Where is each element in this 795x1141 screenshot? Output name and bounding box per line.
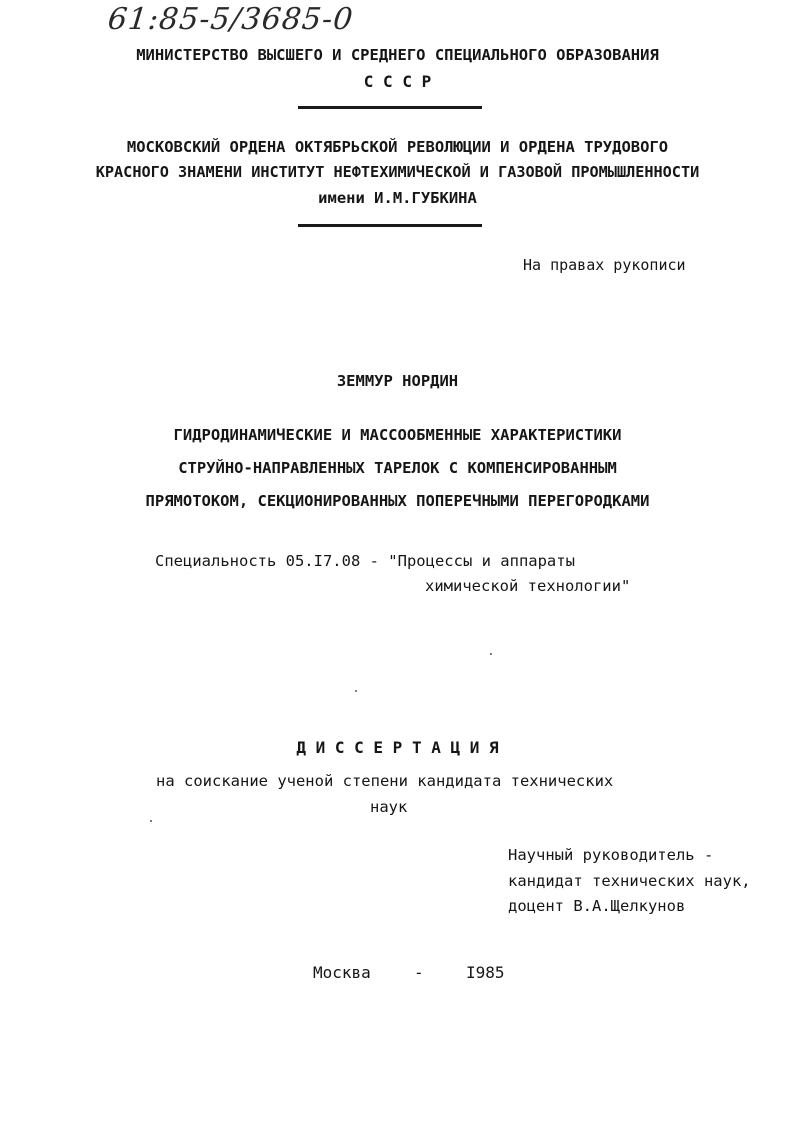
- divider-top: [298, 106, 482, 109]
- supervisor-line-1: Научный руководитель -: [508, 846, 714, 864]
- ministry-country: С С С Р: [363, 72, 432, 91]
- supervisor-line-3: доцент В.А.Щелкунов: [508, 897, 686, 915]
- institute-line-1: МОСКОВСКИЙ ОРДЕНА ОКТЯБРЬСКОЙ РЕВОЛЮЦИИ И ОРДЕНА ТРУДОВОГО: [126, 138, 669, 156]
- institute-line-2: КРАСНОГО ЗНАМЕНИ ИНСТИТУТ НЕФТЕХИМИЧЕСКОЙ И ГАЗОВОЙ ПРОМЫШЛЕННОСТИ: [95, 163, 700, 181]
- manuscript-rights: На правах рукописи: [523, 256, 686, 274]
- footer-year: I985: [466, 963, 505, 982]
- title-line-1: ГИДРОДИНАМИЧЕСКИЕ И МАССООБМЕННЫЕ ХАРАКТЕРИСТИКИ: [173, 426, 622, 444]
- footer-city: Москва: [313, 963, 371, 982]
- dissertation-degree-line-1: на соискание ученой степени кандидата технических: [156, 772, 614, 790]
- dissertation-degree-line-2: наук: [370, 798, 408, 816]
- divider-bottom: [298, 224, 482, 227]
- author-name: ЗЕММУР НОРДИН: [336, 372, 459, 390]
- footer-dash: -: [414, 963, 424, 982]
- specialty-line-1: Специальность 05.I7.08 - "Процессы и аппараты: [155, 552, 575, 570]
- ministry-line-1: МИНИСТЕРСТВО ВЫСШЕГО И СРЕДНЕГО СПЕЦИАЛЬНОГО ОБРАЗОВАНИЯ: [136, 46, 659, 64]
- scan-speck: [150, 820, 152, 822]
- title-line-2: СТРУЙНО-НАПРАВЛЕННЫХ ТАРЕЛОК С КОМПЕНСИРОВАННЫМ: [178, 459, 617, 477]
- dissertation-heading: Д И С С Е Р Т А Ц И Я: [296, 738, 499, 757]
- title-line-3: ПРЯМОТОКОМ, СЕКЦИОНИРОВАННЫХ ПОПЕРЕЧНЫМИ ПЕРЕГОРОДКАМИ: [145, 492, 650, 510]
- scan-speck: [355, 690, 357, 692]
- specialty-line-2: химической технологии": [425, 577, 631, 595]
- scan-speck: [490, 653, 492, 655]
- supervisor-line-2: кандидат технических наук,: [508, 872, 751, 890]
- institute-line-3: имени И.М.ГУБКИНА: [318, 189, 477, 207]
- archive-number-handwritten: 61:85-5/3685-0: [106, 2, 356, 37]
